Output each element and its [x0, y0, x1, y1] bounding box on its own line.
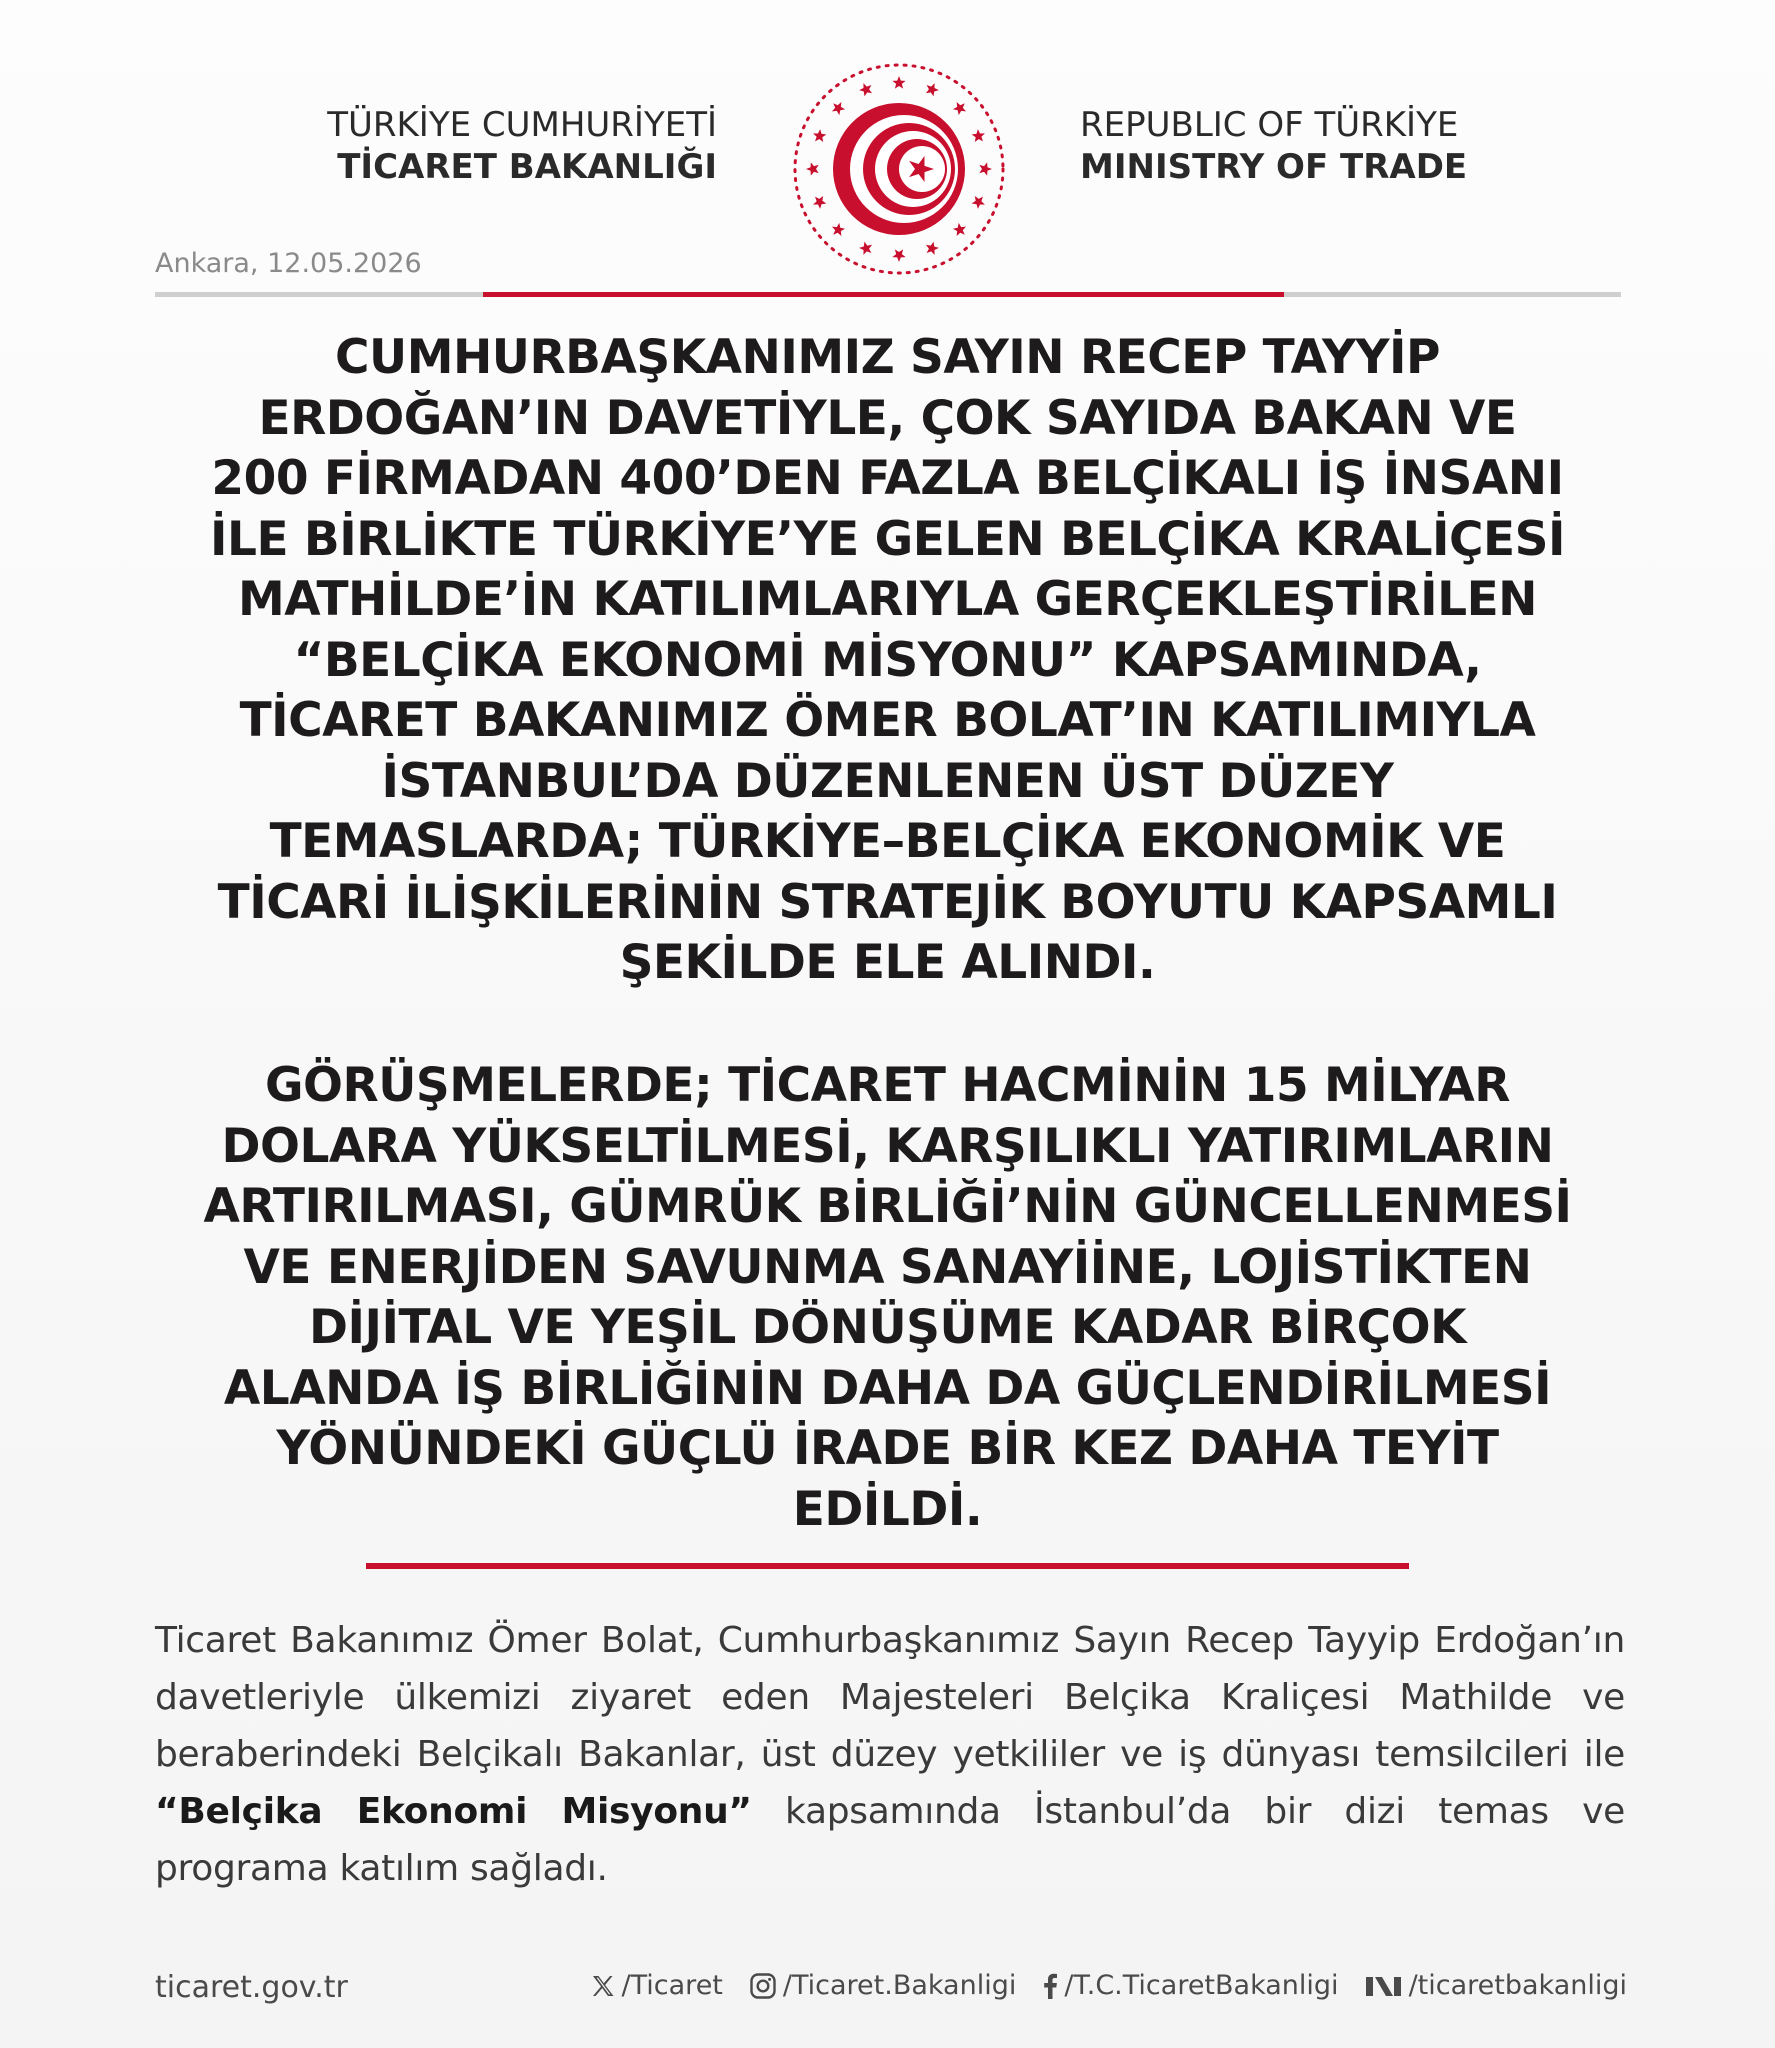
emblem-star [892, 76, 905, 89]
header-title-en [1080, 104, 1467, 188]
social-link-instagram[interactable] [749, 1970, 1016, 2001]
emblem-star [806, 162, 819, 175]
dateline: Ankara, 12.05.2026 [155, 248, 422, 279]
social-links [564, 1970, 1627, 2001]
emblem-star [926, 83, 939, 96]
headline-line: “BELÇİKA EKONOMİ MİSYONU” KAPSAMINDA, [293, 632, 1482, 688]
header-en-line2: MINISTRY OF TRADE [1080, 147, 1468, 187]
ministry-emblem-icon [788, 58, 1010, 280]
social-handle: /T.C.TicaretBakanligi [1064, 1970, 1339, 2001]
headline-line: İSTANBUL’DA DÜZENLENEN ÜST DÜZEY [381, 753, 1394, 809]
instagram-icon [749, 1972, 777, 2000]
headline-line: DOLARA YÜKSELTİLMESİ, KARŞILIKLI YATIRIMLARIN [221, 1118, 1554, 1174]
header-en-line1: REPUBLIC OF TÜRKİYE [1080, 105, 1459, 145]
header-tr-line1: TÜRKİYE CUMHURİYETİ [327, 105, 717, 145]
emblem-star [953, 102, 966, 115]
x-icon [590, 1973, 616, 1999]
website-link[interactable]: ticaret.gov.tr [155, 1970, 348, 2005]
body-text-end: kapsamında İstanbul’da bir dizi temas ve programa katılım sağladı. [155, 1791, 1625, 1889]
header-tr-line2: TİCARET BAKANLIĞI [337, 147, 717, 187]
emblem-star [832, 102, 845, 115]
social-handle: /Ticaret [621, 1970, 723, 2001]
headline-line: VE ENERJİDEN SAVUNMA SANAYİİNE, LOJİSTİKTEN [243, 1239, 1532, 1295]
social-link-nsosyal[interactable] [1365, 1970, 1627, 2001]
headline-line: MATHİLDE’İN KATILIMLARIYLA GERÇEKLEŞTİRİLEN [237, 572, 1538, 627]
header-title-tr [327, 104, 717, 188]
headline-line: ALANDA İŞ BİRLİĞİNİN DAHA DA GÜÇLENDİRİLMESİ [223, 1360, 1552, 1416]
social-link-facebook[interactable] [1042, 1970, 1338, 2001]
body-paragraph [155, 1612, 1625, 1897]
emblem-star [972, 196, 985, 209]
emblem-star [813, 196, 826, 209]
headline-line: ARTIRILMASI, GÜMRÜK BİRLİĞİ’NİN GÜNCELLENMESİ [203, 1179, 1572, 1234]
emblem-star [972, 129, 985, 142]
social-link-x[interactable] [590, 1970, 723, 2001]
headline-line: DİJİTAL VE YEŞİL DÖNÜŞÜME KADAR BİRÇOK [308, 1300, 1467, 1355]
headline-line: ERDOĞAN’IN DAVETİYLE, ÇOK SAYIDA BAKAN VE [258, 390, 1517, 446]
headline-1 [140, 328, 1635, 994]
emblem-star [859, 83, 872, 96]
headline-line: ŞEKİLDE ELE ALINDI. [619, 935, 1156, 990]
emblem-star [953, 223, 966, 236]
headline-line: TEMASLARDA; TÜRKİYE–BELÇİKA EKONOMİK VE [269, 814, 1506, 869]
emblem-star [813, 129, 826, 142]
headline-line: CUMHURBAŞKANIMIZ SAYIN RECEP TAYYİP [335, 330, 1440, 385]
headline-line: GÖRÜŞMELERDE; TİCARET HACMİNİN 15 MİLYAR [264, 1058, 1510, 1113]
emblem-star [832, 223, 845, 236]
body-text-bold: “Belçika Ekonomi Misyonu” [155, 1791, 752, 1832]
divider-red [483, 292, 1284, 297]
headline-line: TİCARET BAKANIMIZ ÖMER BOLAT’IN KATILIMIYLA [239, 693, 1536, 748]
emblem-star [979, 162, 992, 175]
headline-line: TİCARİ İLİŞKİLERİNİN STRATEJİK BOYUTU KAPSAMLI [217, 874, 1558, 930]
headline-line: İLE BİRLİKTE TÜRKİYE’YE GELEN BELÇİKA KRALİÇESİ [210, 511, 1565, 567]
emblem-star [859, 242, 872, 255]
divider-red-bottom [366, 1563, 1409, 1569]
body-text-start: Ticaret Bakanımız Ömer Bolat, Cumhurbaşkanımız Sayın Recep Tayyip Erdoğan’ın davetleriyle ülkemizi ziyaret eden Majesteleri Belçika Kraliçesi Mathilde ve beraberindeki Belçikalı Bakanlar, üst düzey yetkililer ve iş dünyası temsilcileri ile [155, 1620, 1625, 1775]
nsosyal-icon [1365, 1973, 1403, 1999]
headline-line: YÖNÜNDEKİ GÜÇLÜ İRADE BİR KEZ DAHA TEYİT [276, 1421, 1499, 1476]
headline-2 [140, 1056, 1635, 1540]
emblem-star [892, 249, 905, 262]
facebook-icon [1042, 1972, 1058, 2000]
social-handle: /ticaretbakanligi [1408, 1970, 1627, 2001]
headline-line: EDİLDİ. [792, 1481, 983, 1537]
headline-line: 200 FİRMADAN 400’DEN FAZLA BELÇİKALI İŞ İNSANI [211, 451, 1564, 506]
social-handle: /Ticaret.Bakanligi [782, 1970, 1017, 2001]
emblem-star [926, 242, 939, 255]
